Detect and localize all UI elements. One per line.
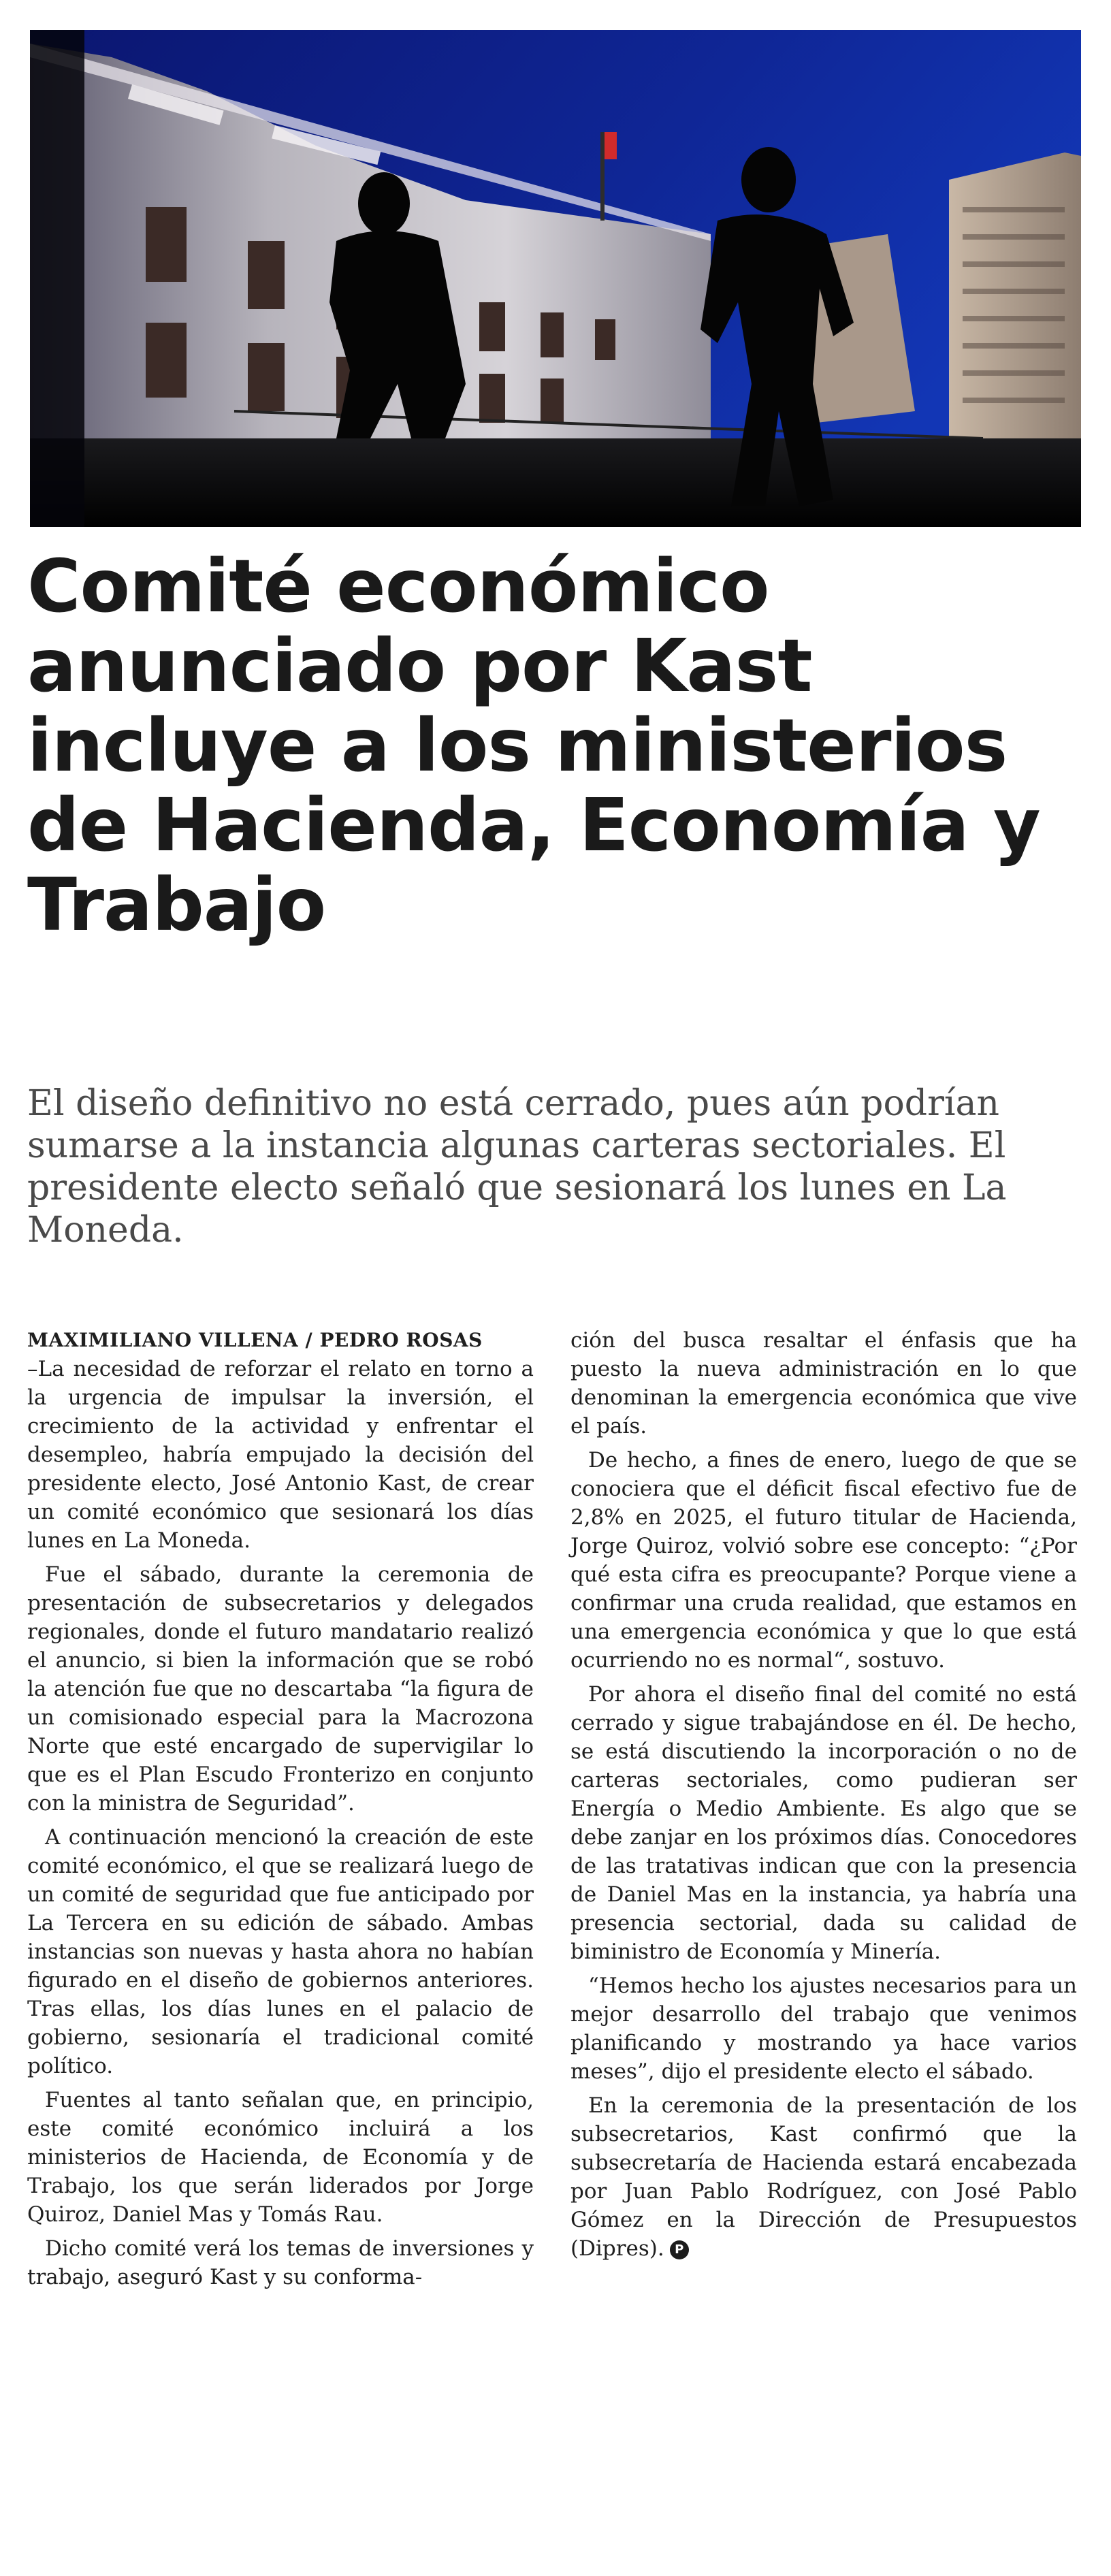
final-paragraph-text: En la ceremonia de la presentación de los subsecretarios, Kast confirmó que la subsecretaría de Hacienda estará encabezada por Juan Pablo Rodríguez, con José Pablo Gómez en la Dirección de Presupuestos (Dipres). (570, 2093, 1077, 2261)
deck: El diseño definitivo no está cerrado, pues aún podrían sumarse a la instancia algunas carteras sectoriales. El presidente electo señaló que sesionará los lunes en La Moneda. (27, 1083, 1007, 1251)
body-paragraph: De hecho, a fines de enero, luego de que se conociera que el déficit fiscal efectivo fue de 2,8% en 2025, el futuro titular de Hacienda, Jorge Quiroz, volvió sobre ese concepto: “¿Por qué esta cifra es preocupante? Porque viene a confirmar una cruda realidad, que estamos en una emergencia económica y que lo que está ocurriendo no es normal“, sostuvo. (570, 1448, 1077, 1673)
body-paragraph: “Hemos hecho los ajustes necesarios para un mejor desarrollo del trabajo que venimos planificando y mostrando ya hace varios meses”, dijo el presidente electo el sábado. (570, 1974, 1077, 2084)
end-of-article-icon: P (670, 2240, 689, 2259)
body-column-right (570, 1326, 1077, 2268)
body-paragraph: Fue el sábado, durante la ceremonia de presentación de subsecretarios y delegados regionales, donde el futuro mandatario realizó el anuncio, si bien la información que se robó la atención fue que no descartaba “la figura de un comisionado especial para la Macrozona Norte que esté encargado de supervigilar lo que es el Plan Escudo Fronterizo en conjunto con la ministra de Seguridad”. (27, 1562, 534, 1816)
byline: MAXIMILIANO VILLENA / PEDRO ROSAS (27, 1329, 483, 1351)
body-paragraph: –La necesidad de reforzar el relato en torno a la urgencia de impulsar la inversión, el crecimiento de la actividad y enfrentar el desempleo, habría empujado la decisión del presidente electo, José Antonio Kast, de crear un comité económico que sesionará los días lunes en La Moneda. (27, 1357, 534, 1553)
body-paragraph: Por ahora el diseño final del comité no está cerrado y sigue trabajándose en él. De hecho, se está discutiendo la incorporación o no de carteras sectoriales, como pudieran ser Energía o Medio Ambiente. Es algo que se debe zanjar en los próximos días. Conocedores de las tratativas indican que con la presencia de Daniel Mas en la instancia, ya habría una presencia sectorial, dada su calidad de biministro de Economía y Minería. (570, 1682, 1077, 1964)
headline: Comité económico anunciado por Kast incluye a los ministerios de Hacienda, Economía y Trabajo (27, 545, 1040, 948)
body-paragraph: A continuación mencionó la creación de este comité económico, el que se realizará luego de un comité de seguridad que fue anticipado por La Tercera en su edición de sábado. Ambas instancias son nuevas y hasta ahora no habían figurado en el diseño de gobiernos anteriores. Tras ellas, los días lunes en el palacio de gobierno, sesionaría el tradicional comité político. (27, 1825, 534, 2078)
body-column-left (27, 1326, 534, 2297)
article-photo (30, 30, 1081, 527)
body-paragraph: ción del busca resaltar el énfasis que ha puesto la nueva administración en lo que denominan la emergencia económica que vive el país. (570, 1328, 1077, 1438)
body-paragraph (570, 2091, 1077, 2263)
body-paragraph: Fuentes al tanto señalan que, en principio, este comité económico incluirá a los ministerios de Hacienda, de Economía y de Trabajo, los que serán liderados por Jorge Quiroz, Daniel Mas y Tomás Rau. (27, 2088, 534, 2227)
palace-photo-illustration (30, 30, 1081, 527)
body-paragraph: Dicho comité verá los temas de inversiones y trabajo, aseguró Kast y su conforma- (27, 2236, 534, 2289)
